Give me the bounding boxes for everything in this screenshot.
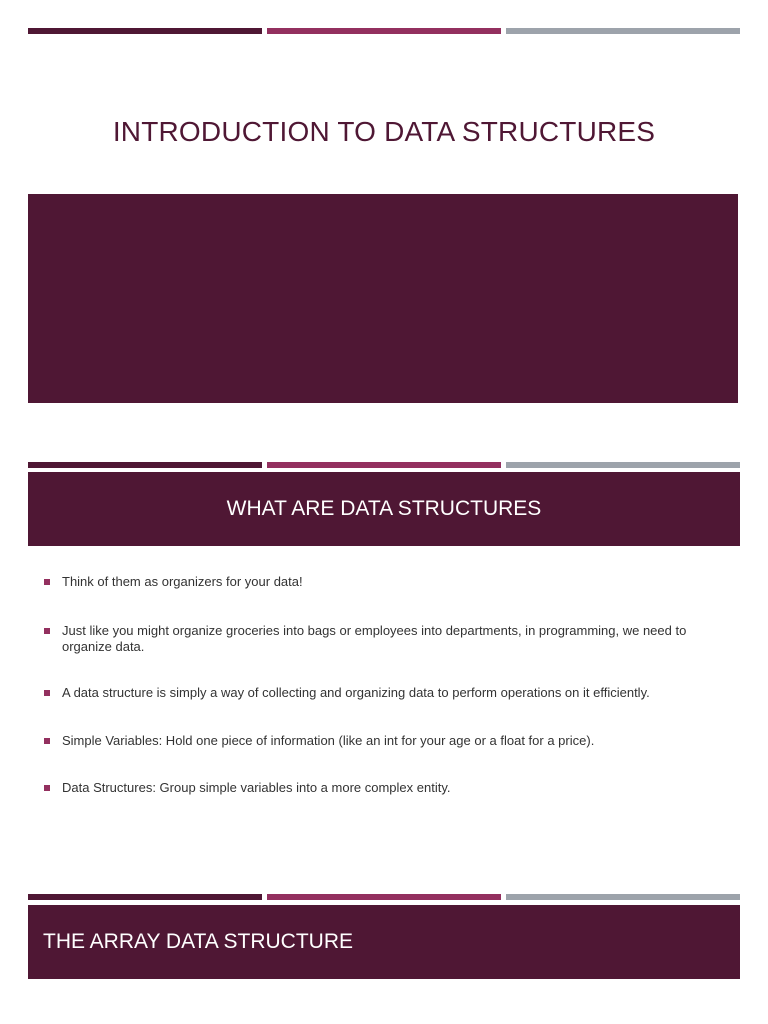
stripe-dark (28, 28, 262, 34)
slide2-title: WHAT ARE DATA STRUCTURES (226, 497, 542, 520)
square-bullet-icon (44, 785, 50, 791)
stripe-gray (506, 28, 740, 34)
bullet-text: Just like you might organize groceries into bags or employees into departments, in programming, we need to organize data. (62, 623, 687, 654)
stripe-magenta (267, 28, 501, 34)
square-bullet-icon (44, 690, 50, 696)
bullet-text: Data Structures: Group simple variables into a more complex entity. (62, 780, 451, 795)
bullet-text: A data structure is simply a way of collecting and organizing data to perform operations on it efficiently. (62, 685, 650, 700)
bullet-text: Think of them as organizers for your data! (62, 574, 303, 589)
slide1-accent-stripes (28, 28, 740, 34)
square-bullet-icon (44, 628, 50, 634)
bullet-item (44, 574, 722, 590)
slide3-title-band (28, 905, 740, 979)
bullet-item (44, 733, 722, 749)
square-bullet-icon (44, 579, 50, 585)
bullet-item (44, 780, 722, 796)
bullet-text: Simple Variables: Hold one piece of information (like an int for your age or a float for a price). (62, 733, 595, 748)
slide1-title: INTRODUCTION TO DATA STRUCTURES (112, 116, 656, 147)
slide2-title-band (28, 472, 740, 546)
square-bullet-icon (44, 738, 50, 744)
slide3-title: THE ARRAY DATA STRUCTURE (43, 930, 353, 953)
slide1-color-band (28, 194, 738, 403)
bullet-item (44, 685, 722, 701)
bullet-item (44, 623, 722, 655)
